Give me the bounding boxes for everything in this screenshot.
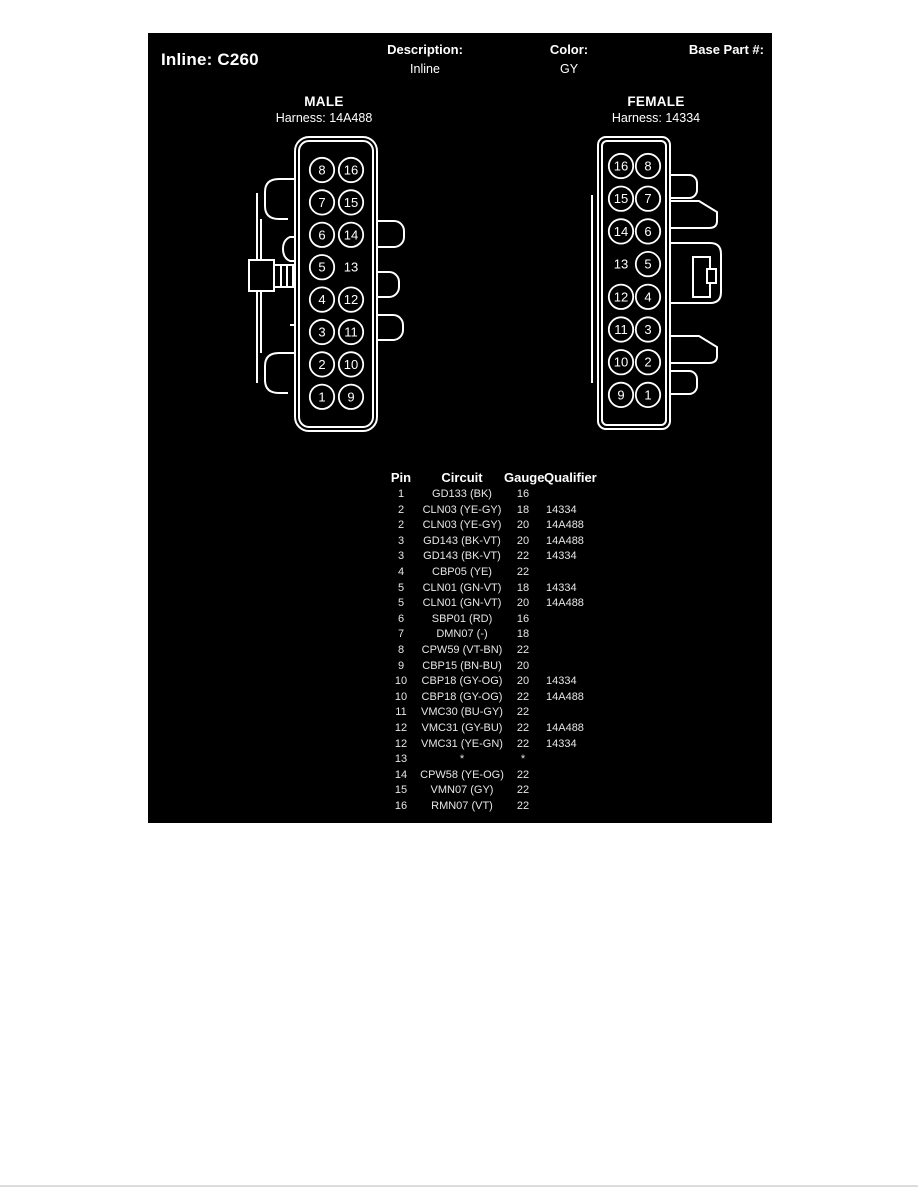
pin-table-cell: GD143 (BK-VT) xyxy=(423,534,501,547)
pin-table-cell: 22 xyxy=(516,690,530,703)
pin-table-cell: 22 xyxy=(516,643,530,656)
pin-table-cell: 12 xyxy=(394,721,408,734)
pin-table-cell: SBP01 (RD) xyxy=(431,612,493,625)
pin-table-cell: VMC30 (BU-GY) xyxy=(421,706,503,719)
pin-table-cell: 4 xyxy=(397,565,405,578)
pin-table-cell: 6 xyxy=(397,612,405,625)
pin-table-header-pin: Pin xyxy=(390,470,412,485)
pin-table-cell: CLN03 (YE-GY) xyxy=(422,519,502,532)
pin-table-cell xyxy=(542,643,614,659)
pin-number: 7 xyxy=(318,194,326,210)
pin-table-cell: 20 xyxy=(516,659,530,672)
pin-table-cell: 14 xyxy=(394,768,408,781)
pin-table-cell: 14334 xyxy=(546,503,577,516)
pin-table-cell: 1 xyxy=(397,488,405,500)
pin-number: 9 xyxy=(347,389,355,405)
pin-table-cell: CLN01 (GN-VT) xyxy=(422,581,502,594)
pin-table-cell: 5 xyxy=(397,597,405,610)
pin-table-cell xyxy=(542,799,614,815)
pin-number: 4 xyxy=(318,292,326,308)
pin-table-cell: 18 xyxy=(516,628,530,641)
pin-table-cell: 14334 xyxy=(546,737,577,750)
pin-number: 11 xyxy=(614,322,628,337)
pin-table-cell: 22 xyxy=(516,784,530,797)
pin-table-cell: 22 xyxy=(516,565,530,578)
pin-number: 1 xyxy=(644,387,652,403)
pin-table-cell: 14A488 xyxy=(546,690,584,703)
pin-table-cell: 20 xyxy=(516,519,530,532)
pin-number: 16 xyxy=(613,158,629,174)
pin-table-cell: DMN07 (-) xyxy=(436,628,488,641)
pin-table-cell: 5 xyxy=(397,581,405,594)
pin-table-cell: 22 xyxy=(516,737,530,750)
pin-table-cell: 14A488 xyxy=(546,721,584,734)
pin-table-cell: CBP15 (BN-BU) xyxy=(422,659,502,672)
color-label: Color: xyxy=(549,42,589,57)
pin-table-cell: 8 xyxy=(397,643,405,656)
connector-sheet-panel xyxy=(148,33,772,823)
pin-number: 10 xyxy=(613,354,629,370)
pin-table-cell: 16 xyxy=(516,612,530,625)
pin-table-cell: CPW58 (YE-OG) xyxy=(420,768,504,781)
pin-table-cell: 2 xyxy=(397,519,405,532)
pin-table-cell: CLN03 (YE-GY) xyxy=(422,503,502,516)
pin-number: 15 xyxy=(613,191,629,207)
description-block xyxy=(355,42,495,76)
pin-table-cell: 14334 xyxy=(546,550,577,563)
pin-number: 8 xyxy=(644,158,652,174)
pin-number: 16 xyxy=(343,162,359,178)
male-connector-heading xyxy=(244,94,404,125)
pin-number: 4 xyxy=(644,289,652,305)
pin-table-cell: 22 xyxy=(516,721,530,734)
pin-number: 8 xyxy=(318,162,326,178)
pin-table-cell: 18 xyxy=(516,503,530,516)
pin-table-cell: 12 xyxy=(394,737,408,750)
description-value: Inline xyxy=(410,62,440,76)
pin-table-cell xyxy=(542,612,614,628)
pin-number: 14 xyxy=(613,223,629,239)
pin-table-cell: VMC31 (GY-BU) xyxy=(421,721,503,734)
pin-table-cell xyxy=(542,783,614,799)
pin-number: 6 xyxy=(318,227,326,243)
pin-number: 2 xyxy=(644,354,652,370)
pin-table-cell: GD143 (BK-VT) xyxy=(423,550,501,563)
pin-table-cell: 9 xyxy=(397,659,405,672)
pin-table-cell: 13 xyxy=(394,753,408,766)
pin-table-cell: * xyxy=(520,753,526,766)
pin-table-cell: 14334 xyxy=(546,675,577,688)
pin-table-cell: 2 xyxy=(397,503,405,516)
page-bottom-divider xyxy=(0,1185,918,1187)
pin-table-cell: VMC31 (YE-GN) xyxy=(421,737,503,750)
pin-table-cell: 16 xyxy=(394,799,408,812)
pin-table-cell: 22 xyxy=(516,550,530,563)
pin-table-cell: 3 xyxy=(397,534,405,547)
male-connector-diagram xyxy=(248,133,418,443)
pin-table-cell: 22 xyxy=(516,768,530,781)
pin-table-cell: 14A488 xyxy=(546,534,584,547)
pin-number: 2 xyxy=(318,356,326,372)
pin-number: 12 xyxy=(613,289,629,305)
pin-table-cell: 16 xyxy=(516,488,530,500)
pin-table-cell xyxy=(542,487,614,503)
male-harness-label: Harness: 14A488 xyxy=(275,111,373,125)
pin-number: 10 xyxy=(343,356,359,372)
pin-table-cell: * xyxy=(459,753,465,766)
pin-number: 9 xyxy=(617,387,625,403)
description-label: Description: xyxy=(387,42,463,57)
pin-table-cell: 3 xyxy=(397,550,405,563)
pin-table-cell: 18 xyxy=(516,581,530,594)
pin-table-cell: VMN07 (GY) xyxy=(430,784,494,797)
pin-table-cell: CBP18 (GY-OG) xyxy=(421,690,503,703)
pin-table-cell xyxy=(542,659,614,675)
pin-number: 13 xyxy=(343,259,359,275)
pin-table-cell: 20 xyxy=(516,675,530,688)
pin-table-cell: 22 xyxy=(516,706,530,719)
pin-table-cell: 20 xyxy=(516,534,530,547)
female-connector-heading xyxy=(576,94,736,125)
pin-number: 7 xyxy=(644,191,652,207)
female-label: FEMALE xyxy=(627,94,685,109)
pin-table-header-gauge: Gauge xyxy=(504,470,545,485)
pin-number: 3 xyxy=(318,324,326,340)
pin-table-cell: 11 xyxy=(395,706,407,719)
pin-number: 5 xyxy=(644,256,652,272)
pin-table-cell xyxy=(542,565,614,581)
pin-table xyxy=(382,468,614,814)
pin-table-cell: 10 xyxy=(394,690,408,703)
pin-number: 14 xyxy=(343,227,359,243)
pin-number: 13 xyxy=(613,256,629,272)
pin-number: 12 xyxy=(343,292,359,308)
pin-number: 5 xyxy=(318,259,326,275)
pin-table-cell: 22 xyxy=(516,799,530,812)
female-harness-label: Harness: 14334 xyxy=(611,111,701,125)
pin-table-cell: 20 xyxy=(516,597,530,610)
color-block xyxy=(519,42,619,76)
pin-table-cell: 15 xyxy=(394,784,408,797)
male-label: MALE xyxy=(304,94,344,109)
pin-table-cell: CBP05 (YE) xyxy=(432,565,492,578)
pin-table-cell: 14A488 xyxy=(546,519,584,532)
pin-table-cell: 14A488 xyxy=(546,597,584,610)
pin-table-header-circuit: Circuit xyxy=(441,470,483,485)
pin-table-cell: 10 xyxy=(394,675,408,688)
pin-table-cell xyxy=(542,705,614,721)
pin-number: 3 xyxy=(644,322,652,337)
pin-table-cell: GD133 (BK) xyxy=(432,488,492,500)
pin-table-header-qualifier: Qualifier xyxy=(544,470,597,485)
pin-number: 11 xyxy=(344,324,358,340)
pin-table-cell: 14334 xyxy=(546,581,577,594)
pin-table-cell xyxy=(542,752,614,768)
pin-table-cell: CLN01 (GN-VT) xyxy=(422,597,502,610)
pin-table-cell: 7 xyxy=(397,628,405,641)
pin-table-cell xyxy=(542,627,614,643)
color-value: GY xyxy=(559,62,579,76)
pin-table-cell: RMN07 (VT) xyxy=(431,799,493,812)
pin-number: 15 xyxy=(343,194,359,210)
base-part-label: Base Part #: xyxy=(688,42,764,57)
pin-number: 1 xyxy=(318,389,326,405)
pin-table-cell: CBP18 (GY-OG) xyxy=(421,675,503,688)
pin-table-cell: CPW59 (VT-BN) xyxy=(421,643,503,656)
pin-number: 6 xyxy=(644,223,652,239)
pin-table-cell xyxy=(542,768,614,784)
female-connector-diagram xyxy=(583,133,728,443)
page-title: Inline: C260 xyxy=(161,50,259,69)
